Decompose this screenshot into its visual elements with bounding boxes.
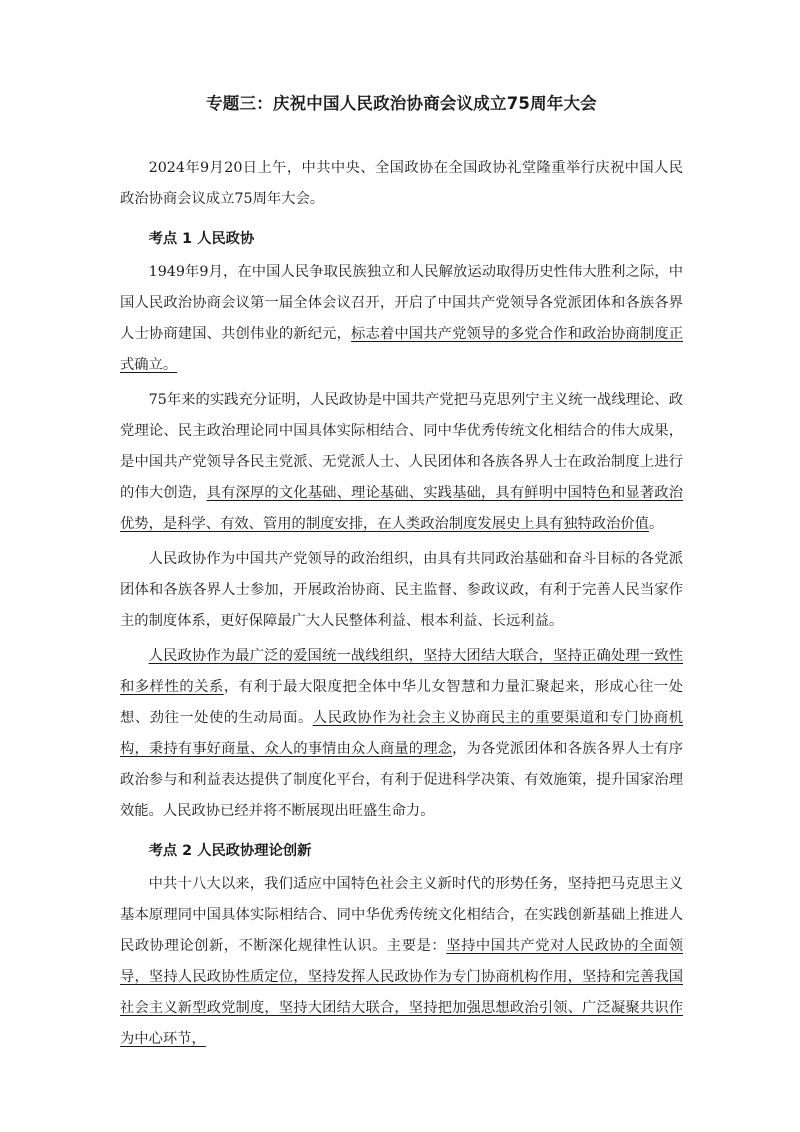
intro-paragraph: 2024年9月20日上午，中共中央、全国政协在全国政协礼堂隆重举行庆祝中国人民政治协商会议成立75周年大会。 [120, 160, 683, 207]
section-2-heading: 考点 2 人民政协理论创新 [148, 843, 312, 859]
section-2-paragraph-1 [120, 869, 683, 1055]
underlined-key-point: 人民政协作为最广泛的爱国统一战线组织，坚持大团结大联合，坚持正确处理一致性和多样性的关系 [120, 648, 683, 695]
underlined-key-point: 标志着中国共产党领导的多党合作和政治协商制度正式确立。 [120, 326, 683, 373]
document-title: 专题三：庆祝中国人民政治协商会议成立75周年大会 [206, 94, 597, 113]
section-1-paragraph-1 [120, 257, 683, 381]
underlined-key-point: 人民政协作为社会主义协商民主的重要渠道和专门协商机构，秉持有事好商量、众人的事情由众人商量的理念 [120, 710, 684, 757]
text-run: ，为各党派团体和各族各界人士有序政治参与和利益表达提供了制度化平台，有利于促进科学决策、有效施策，提升国家治理效能。人民政协已经并将不断展现出旺盛生命力。 [120, 741, 683, 819]
underlined-key-point: 具有深厚的文化基础、理论基础、实践基础，具有鲜明中国特色和显著政治优势，是科学、有效、管用的制度安排，在人类政治制度发展史上具有独特政治价值 [120, 485, 683, 532]
section-1-paragraph-2 [120, 385, 683, 540]
text-run: 1949年9月，在中国人民争取民族独立和人民解放运动取得历史性伟大胜利之际，中国人民政治协商会议第一届全体会议召开，开启了中国共产党领导各党派团体和各族各界人士协商建国、共创伟业的新纪元， [120, 264, 683, 342]
text-run: 。 [648, 516, 664, 532]
section-1-paragraph-4 [120, 641, 683, 827]
text-run: 75年来的实践充分证明，人民政协是中国共产党把马克思列宁主义统一战线理论、政党理论、民主政治理论同中国具体实际相结合、同中华优秀传统文化相结合的伟大成果，是中国共产党领导各民主党派、无党派人士、人民团体和各族各界人士在政治制度上进行的伟大创造， [120, 392, 683, 501]
underlined-key-point: 坚持中国共产党对人民政协的全面领导，坚持人民政协性质定位，坚持发挥人民政协作为专门协商机构作用，坚持和完善我国社会主义新型政党制度，坚持大团结大联合，坚持把加强思想政治引领、广泛凝聚共识作为中心环节， [120, 938, 684, 1047]
section-1-heading: 考点 1 人民政协 [148, 231, 255, 247]
text-run: 人民政协作为中国共产党领导的政治组织，由具有共同政治基础和奋斗目标的各党派团体和各族各界人士参加，开展政治协商、民主监督、参政议政，有利于完善人民当家作主的制度体系，更好保障最广大人民整体利益、根本利益、长远利益。 [120, 551, 683, 629]
section-1-paragraph-3 [120, 544, 683, 637]
text-run: ，有利于最大限度把全体中华儿女智慧和力量汇聚起来，形成心往一处想、劲往一处使的生动局面。 [120, 679, 684, 726]
text-run: 中共十八大以来，我们适应中国特色社会主义新时代的形势任务，坚持把马克思主义基本原理同中国具体实际相结合、同中华优秀传统文化相结合，在实践创新基础上推进人民政协理论创新，不断深化规律性认识。主要是： [120, 876, 683, 954]
